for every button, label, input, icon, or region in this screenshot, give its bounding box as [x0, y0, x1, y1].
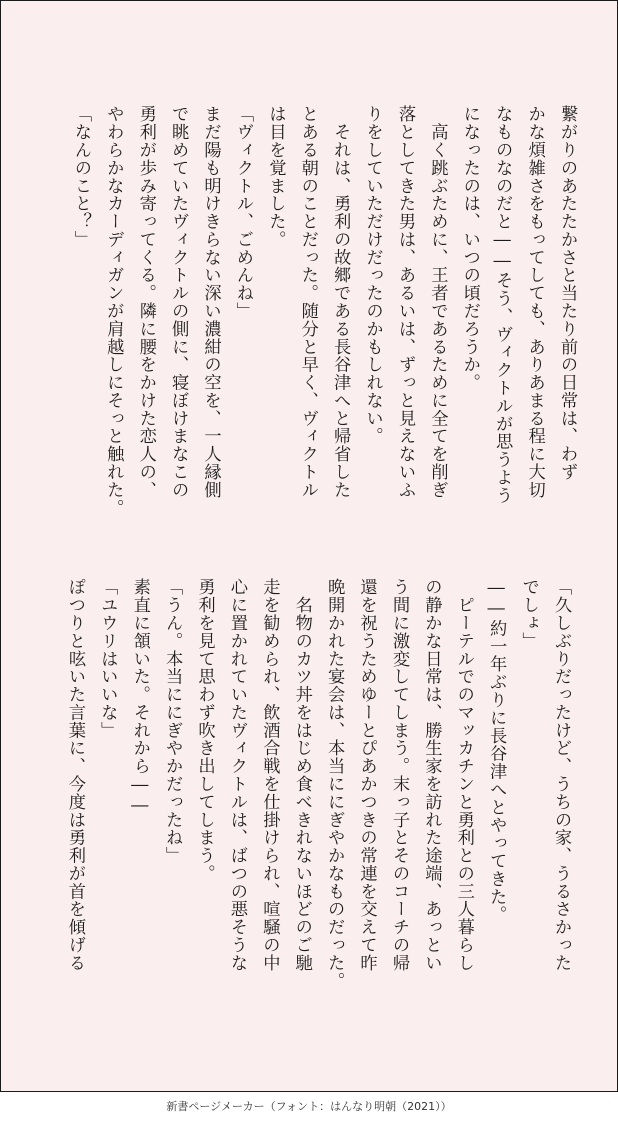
text-line: う間に激変してしまう。末っ子とそのコーチの帰 — [388, 578, 409, 972]
text-line: 落としてきた男は、あるいは、ずっと見えないふ — [394, 105, 415, 499]
text-line: 勇利が歩み寄ってくる。隣に腰をかけた恋人の、 — [135, 105, 156, 499]
text-line: 心に置かれていたヴィクトルは、ばつの悪そうな — [226, 578, 247, 972]
text-line: 「うん。本当ににぎやかだったね」 — [162, 578, 183, 865]
text-line: 走を勧められ、飲酒合戦を仕掛けられ、喧騒の中 — [259, 578, 280, 972]
text-line: は目を覚ました。 — [265, 105, 286, 249]
text-line: 名物のカツ丼をはじめ食べきれないほどのご馳 — [291, 578, 312, 972]
text-line: でしょ」 — [518, 578, 539, 650]
text-line: なものなのだと――そう、ヴィクトルが思うよう — [492, 105, 513, 504]
text-block-bottom — [59, 578, 578, 1028]
text-line: 素直に頷いた。それから―― — [129, 578, 150, 816]
text-line: ――約一年ぶりに長谷津へとやってきた。 — [486, 578, 507, 924]
text-line: かな煩雑さをもってしても、ありあまる程に大切 — [524, 105, 545, 499]
text-line: 繋がりのあたたかさと当たり前の日常は、わず — [557, 105, 577, 481]
text-line: 高く跳ぶために、王者であるために全てを削ぎ — [427, 105, 448, 499]
text-line: で眺めていたヴィクトルの側に、寝ぼけまなこの — [168, 105, 189, 499]
text-line: 還を祝うためゆーとぴあかつきの常連を交えて昨 — [356, 578, 377, 972]
text-line: ぽつりと呟いた言葉に、今度は勇利が首を傾げる — [64, 578, 85, 972]
footer-credit: 新書ページメーカー（フォント：はんなり明朝（2021）） — [166, 1100, 452, 1113]
text-line: になったのは、いつの頃だろうか。 — [459, 105, 480, 392]
text-line: 「ユウリはいいな」 — [97, 578, 118, 740]
text-line: やわらかなカーディガンが肩越しにそっと触れた。 — [103, 105, 124, 517]
text-line: まだ陽も明けきらない深い濃紺の空を、一人縁側 — [200, 105, 221, 499]
text-line: 勇利を見て思わず吹き出してしまう。 — [194, 578, 215, 883]
text-line: の静かな日常は、勝生家を訪れた途端、あっとい — [421, 578, 442, 972]
text-block-top — [65, 105, 584, 555]
text-line: 「ヴィクトル、ごめんね」 — [232, 105, 253, 320]
text-line: 「なんのこと？」 — [70, 105, 91, 249]
text-line: りをしていただけだったのかもしれない。 — [362, 105, 383, 445]
text-line: 「久しぶりだったけど、うちの家、うるさかった — [551, 578, 571, 972]
text-line: それは、勇利の故郷である長谷津へと帰省した — [330, 105, 351, 499]
text-line: ピーテルでのマッカチンと勇利との三人暮らし — [453, 578, 474, 972]
text-line: 晩開かれた宴会は、本当ににぎやかなものだった。 — [324, 578, 345, 990]
text-line: とある朝のことだった。随分と早く、ヴィクトル — [297, 105, 318, 499]
